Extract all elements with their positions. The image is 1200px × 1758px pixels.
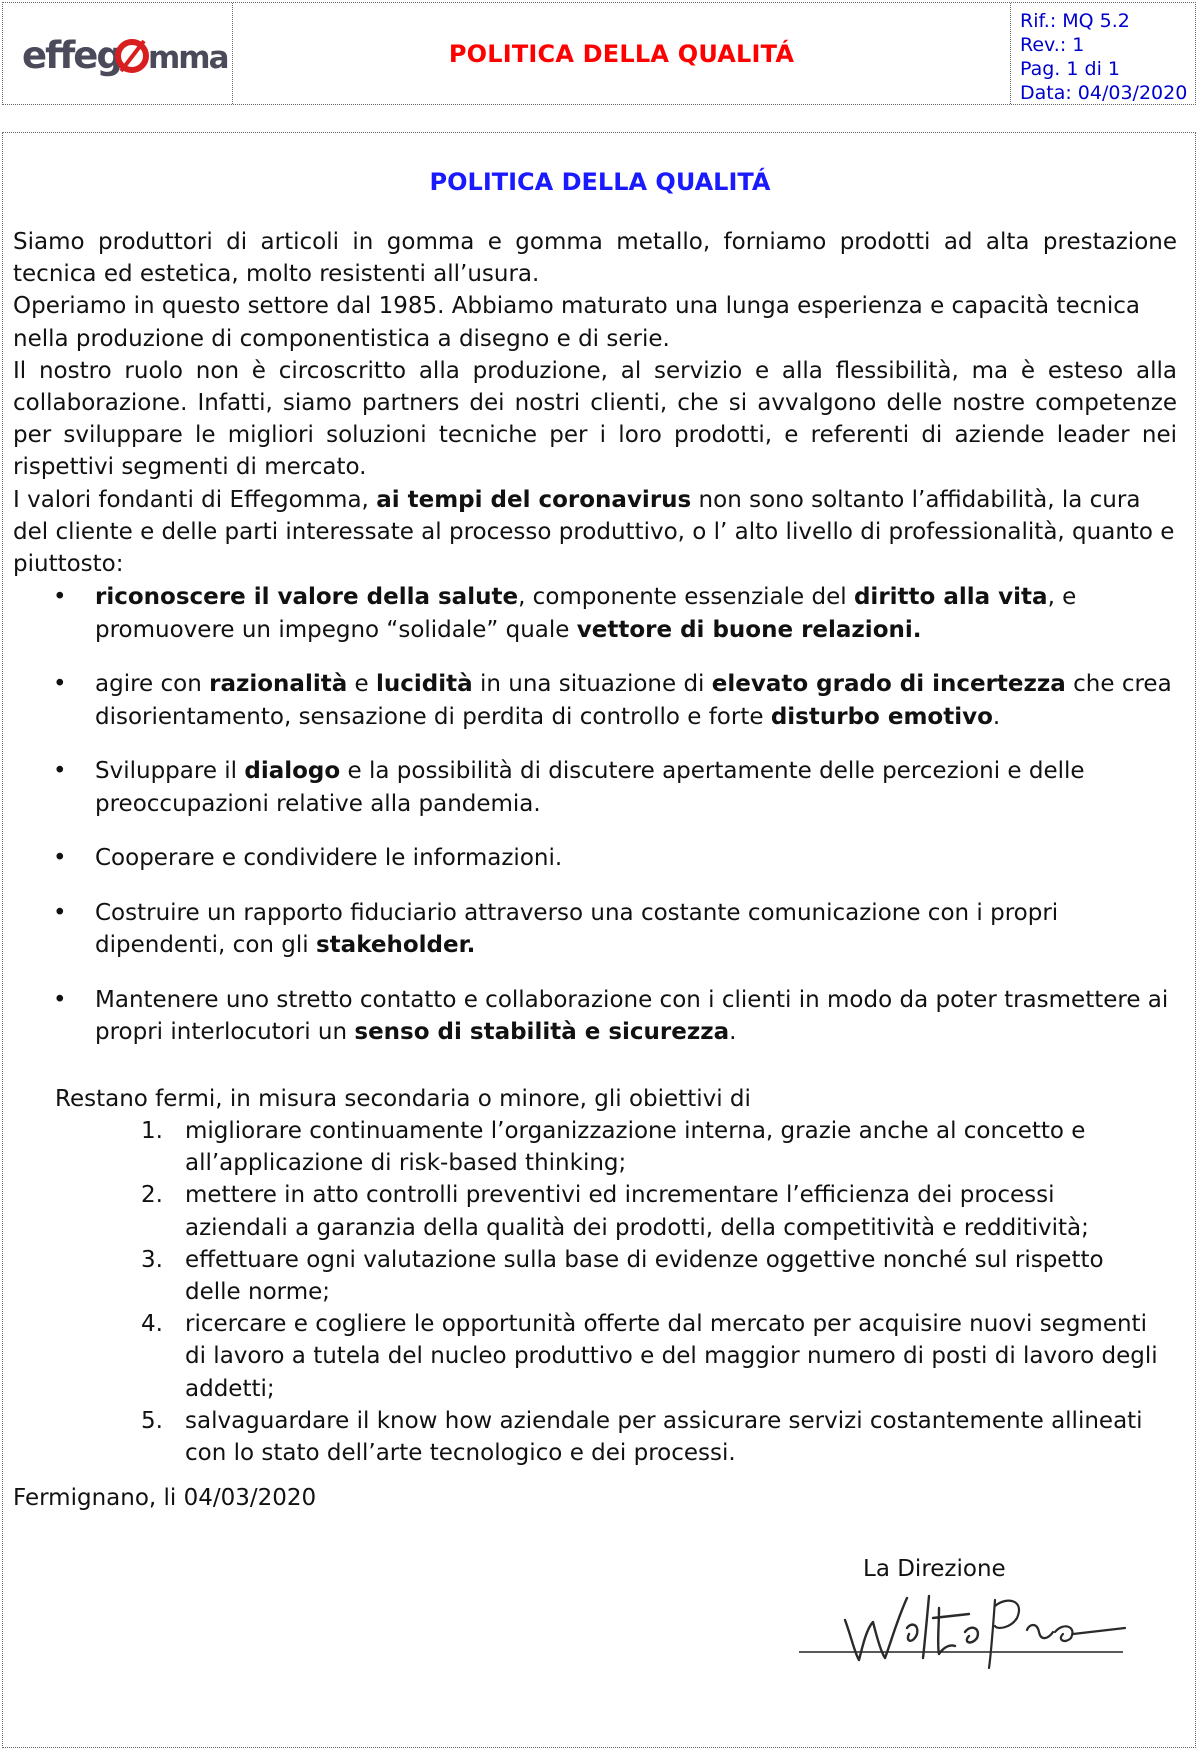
paragraph-role: Il nostro ruolo non è circoscritto alla produzione, al servizio e alla flessibilità, ma è esteso alla collaborazione. Infatti, siamo partners dei nostri clienti, che si avvalgono delle nostre competenze per sviluppare le migliori soluzioni tecniche per i loro prodotti, e referenti di aziende leader nei rispettivi segmenti di mercato. <box>13 357 1177 481</box>
paragraph-experience: Operiamo in questo settore dal 1985. Abbiamo maturato una lunga esperienza e capacità tecnica nella produzione di componentistica a disegno e di serie. <box>13 293 1140 352</box>
paragraph-products: Siamo produttori di articoli in gomma e gomma metallo, forniamo prodotti ad alta prestazione tecnica ed estetica, molto resistenti all’usura. <box>13 229 1177 288</box>
list-item: 4. ricercare e cogliere le opportunità offerte dal mercato per acquisire nuovi segmenti di lavoro a tutela del nucleo produttivo e del maggior numero di posti di lavoro degli addetti; <box>141 1311 1158 1402</box>
document-title: POLITICA DELLA QUALITÁ <box>429 168 771 196</box>
list-item: • agire con razionalità e lucidità in una situazione di elevato grado di incertezza che crea disorientamento, sensazione di perdita di controllo e forte disturbo emotivo. <box>49 668 1179 733</box>
list-item: • Sviluppare il dialogo e la possibilità di discutere apertamente delle percezioni e delle preoccupazioni relative alla pandemia. <box>49 755 1179 820</box>
bullet-icon: • <box>53 671 67 697</box>
bullet-icon: • <box>53 584 67 610</box>
list-item: 2. mettere in atto controlli preventivi ed incrementare l’efficienza dei processi aziendali a garanzia della qualità dei prodotti, della competitività e redditività; <box>141 1182 1089 1241</box>
header-title: POLITICA DELLA QUALITÁ <box>448 39 795 68</box>
list-item: • riconoscere il valore della salute, componente essenziale del diritto alla vita, e promuovere un impegno “solidale” quale vettore di buone relazioni. <box>49 581 1179 646</box>
place-date: Fermignano, li 04/03/2020 <box>13 1485 317 1511</box>
signatory-label: La Direzione <box>863 1556 1006 1582</box>
svg-text:mma: mma <box>147 39 228 76</box>
meta-page: Pag. 1 di 1 <box>1020 58 1120 80</box>
header-title-cell <box>233 3 1011 104</box>
list-item: 5. salvaguardare il know how aziendale per assicurare servizi costantemente allineati con lo stato dell’arte tecnologico e dei processi. <box>141 1407 1143 1467</box>
list-item: • Costruire un rapporto fiduciario attraverso una costante comunicazione con i propri dipendenti, con gli stakeholder. <box>49 897 1179 962</box>
list-item: 1. migliorare continuamente l’organizzazione interna, grazie anche al concetto e all’applicazione di risk-based thinking; <box>141 1118 1086 1177</box>
list-item: • Cooperare e condividere le informazioni. <box>49 842 1179 875</box>
objectives-list <box>141 1115 1161 1469</box>
document-header <box>2 2 1196 105</box>
values-bullet-list <box>49 581 1179 1071</box>
effegomma-logo <box>20 24 228 84</box>
bullet-icon: • <box>53 845 67 871</box>
bullet-icon: • <box>53 986 67 1013</box>
bullet-icon: • <box>53 899 67 926</box>
document-body <box>2 132 1196 1748</box>
meta-date: Data: 04/03/2020 <box>1020 82 1188 104</box>
list-item: 3. effettuare ogni valutazione sulla base di evidenze oggettive nonché sul rispetto delle norme; <box>141 1246 1104 1306</box>
document-meta <box>1011 3 1195 104</box>
list-item: • Mantenere uno stretto contatto e collaborazione con i clienti in modo da poter trasmettere ai propri interlocutori un senso di stabilità e sicurezza. <box>49 984 1179 1049</box>
paragraph-values: I valori fondanti di Effegomma, ai tempi del coronavirus non sono soltanto l’affidabilità, la cura del cliente e delle parti interessate al processo produttivo, o l’ alto livello di professionalità, quanto e piuttosto: <box>13 486 1175 578</box>
bullet-icon: • <box>53 758 67 784</box>
meta-revision: Rev.: 1 <box>1020 34 1085 56</box>
meta-reference: Rif.: MQ 5.2 <box>1020 10 1130 32</box>
signature <box>793 1588 1153 1678</box>
objectives-intro: Restano fermi, in misura secondaria o minore, gli obiettivi di <box>55 1086 751 1112</box>
svg-text:effeg: effeg <box>21 33 121 77</box>
logo-cell <box>3 3 233 104</box>
intro-section <box>13 226 1177 580</box>
